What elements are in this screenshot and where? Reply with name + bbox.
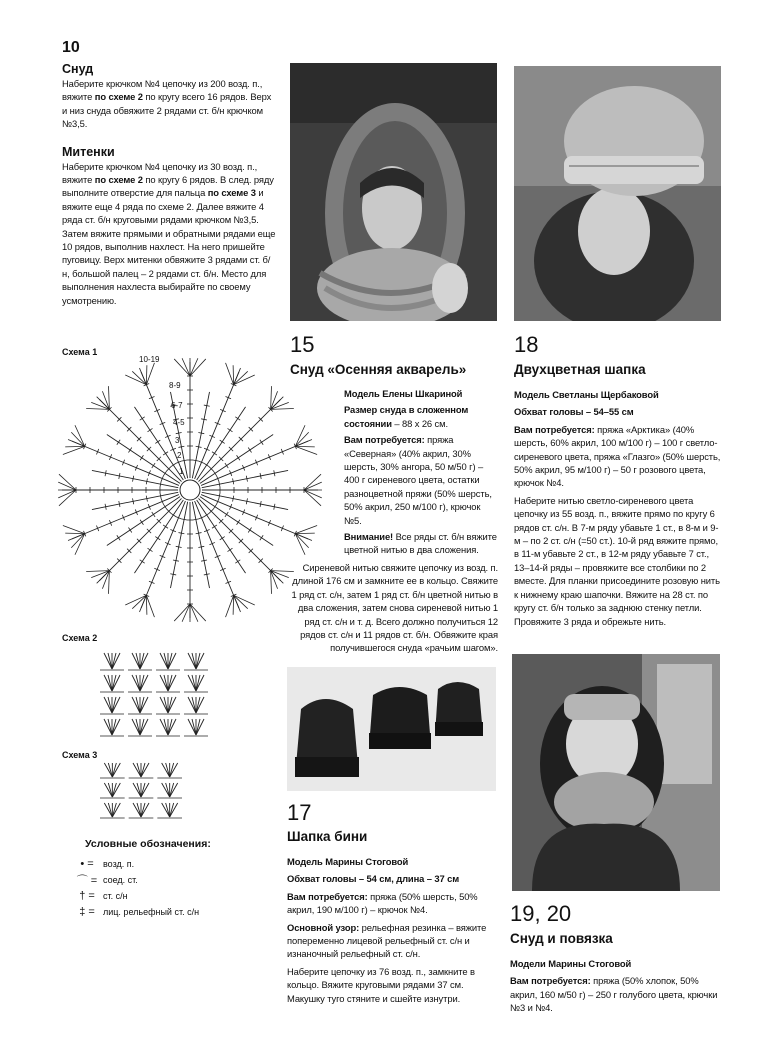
s1920-need-text: пряжа (50% хлопок, 50% акрил, 160 м/50 г) – 250 г голубого цвета, крючки №3 и №4. [510, 975, 718, 1014]
scheme2-fan [188, 675, 196, 691]
photo-18-image [514, 66, 721, 321]
snood-text-segment: по схеме 2 [94, 91, 143, 103]
scheme2-fan [140, 719, 148, 735]
scheme2-fan [160, 719, 168, 735]
scheme2-fan [168, 653, 176, 669]
scheme1-fan [132, 595, 146, 608]
s15-need-text: пряжа «Северная» (40% акрил, 30% шерсть, 30% ангора, 50 м/50 г) – 400 г сиреневого цвета, остатки разноцветной пряжи (50% шерсть, 50% акрил, 250 м/100 г), крючок №5. [344, 434, 492, 526]
scheme2-fan [164, 697, 168, 713]
scheme3-fan [141, 803, 145, 817]
s15-details [344, 387, 499, 557]
scheme1-row-label: 3 [175, 436, 180, 445]
scheme2-fan [196, 697, 204, 713]
scheme1-fan [295, 534, 308, 548]
s17-need-text: пряжа (50% шерсть, 50% акрил, 190 м/100 г) – крючок №4. [287, 890, 478, 916]
scheme3-fan [133, 763, 141, 777]
scheme1-tick [140, 560, 145, 563]
scheme2-fan [104, 675, 112, 691]
scheme1-fan [295, 533, 314, 534]
mitts-text [62, 160, 276, 307]
scheme1-tick [204, 513, 209, 516]
scheme1-tick [248, 448, 251, 453]
scheme2-fan [132, 719, 140, 735]
scheme1-fan [271, 571, 289, 578]
scheme1-tick [213, 471, 216, 476]
legend-title: Условные обозначения: [85, 838, 211, 850]
scheme3-fan [141, 763, 149, 777]
scheme1-row-label: 10-19 [139, 355, 160, 364]
s18-need-label: Вам потребуется: [514, 423, 595, 435]
scheme2-fan [132, 675, 140, 691]
scheme1-fan [146, 595, 154, 617]
scheme3-label: Схема 3 [62, 750, 98, 760]
left-column [62, 62, 276, 307]
scheme1-row-label: 1 [179, 467, 184, 476]
scheme1-fan [304, 482, 322, 490]
scheme1-fan [271, 571, 272, 594]
scheme3-fan [104, 763, 112, 777]
scheme1-row-label: 4-5 [173, 418, 185, 427]
scheme2-fan [140, 675, 148, 691]
scheme2-fan [168, 719, 176, 735]
scheme3-fan [162, 783, 170, 797]
scheme2-fan [196, 675, 204, 691]
legend [75, 838, 275, 920]
scheme1-fan [174, 359, 190, 376]
scheme1-fan [97, 571, 110, 584]
scheme3-fan [170, 803, 178, 817]
scheme3-fan [141, 783, 149, 797]
scheme1-tick [225, 512, 228, 517]
scheme1-row-label: 8-9 [169, 381, 181, 390]
scheme2-fan [108, 653, 112, 669]
scheme2-fan [104, 653, 112, 669]
scheme2-fan [168, 697, 172, 713]
scheme1-tick [163, 504, 166, 509]
scheme1-fan [295, 446, 317, 454]
scheme1-fan [233, 595, 234, 614]
legend-item [75, 888, 275, 904]
scheme1-fan [58, 490, 76, 498]
scheme1-tick [148, 428, 153, 431]
scheme1-fan [190, 359, 206, 376]
legend-item [75, 856, 275, 872]
scheme1-fan [63, 446, 85, 454]
legend-text: ст. с/н [103, 891, 128, 901]
photo-15-snood [290, 63, 497, 321]
scheme3-fan [112, 763, 116, 777]
scheme1-tick [140, 520, 143, 525]
scheme2-fan [192, 653, 196, 669]
scheme1-tick [220, 440, 225, 443]
scheme2-fan [140, 697, 148, 713]
scheme1-tick [220, 537, 225, 540]
scheme1-tick [128, 448, 131, 453]
scheme2-fan [140, 719, 144, 735]
scheme1-tick [225, 463, 228, 468]
scheme2-fan [136, 675, 140, 691]
s17-need-label: Вам потребуется: [287, 890, 368, 902]
scheme1-fan [65, 446, 84, 447]
scheme2-fan [136, 697, 140, 713]
snood-text-segment: по кругу всего 16 рядов. Верх и низ снуда обвяжите 2 рядами ст. б/н крючком №3,5. [62, 91, 272, 130]
scheme1-fan [63, 526, 85, 534]
scheme2-fan [112, 675, 116, 691]
scheme2-label: Схема 2 [62, 633, 98, 643]
scheme2-fan [188, 719, 196, 735]
scheme1-tick [228, 548, 233, 551]
scheme1-tick [163, 452, 168, 455]
scheme1-fan [86, 409, 109, 410]
s18-need-text: пряжа «Арктика» (40% шерсть, 60% акрил, 100 м/100 г) – 100 г светло-сиреневого цвета, пряжа «Глазго» (50% шерсть, 50% акрил, 95 м/100 г) – 50 г розового цвета, крючок №4. [514, 423, 721, 489]
scheme2-fan [132, 653, 140, 669]
scheme1-fan [65, 533, 84, 534]
scheme1-tick [235, 417, 240, 420]
scheme1-tick [163, 525, 168, 528]
scheme2-fan [168, 675, 176, 691]
scheme3-fan [162, 803, 170, 817]
scheme2-fan [168, 675, 172, 691]
s17-model: Модель Марины Стоговой [287, 856, 409, 867]
scheme1-tick [140, 455, 143, 460]
scheme1-tick [212, 452, 217, 455]
mitts-text-segment: и вяжите еще 4 ряда по схеме 2. Далее вяжите 4 ряда ст. б/н круговыми рядами крючком №3,5. Затем вяжите прямыми и обратными рядами еще 10 рядов, выполнив нахлест. На него пришейте пуговицу. Верх митенки обвяжите 3 рядами ст. б/н, большой палец – 2 рядами ст. б/н. Место для выполнения нахлеста выбирайте по своему усмотрению. [62, 187, 276, 306]
scheme1-row-label: 2 [177, 451, 182, 460]
scheme2-fan [132, 697, 140, 713]
scheme2-fan [104, 697, 112, 713]
s1920-number: 19, 20 [510, 901, 572, 926]
photo-18-hat [514, 66, 721, 321]
scheme1-fan [234, 595, 248, 608]
scheme1-fan [304, 490, 322, 498]
scheme1-tick [237, 520, 240, 525]
scheme2-fan [168, 653, 172, 669]
scheme1-fan [58, 482, 76, 490]
snood-title: Снуд [62, 62, 94, 76]
s17-title: Шапка бини [287, 829, 368, 844]
mitts-text-segment: по схеме 2 [94, 174, 143, 186]
scheme1-fan [182, 358, 190, 376]
scheme1-row-label: 6-7 [171, 401, 183, 410]
scheme3-fan [133, 803, 141, 817]
scheme1-tick [163, 471, 166, 476]
scheme3-fan [141, 783, 145, 797]
scheme2-fan [140, 675, 144, 691]
s1920-details [510, 957, 720, 1015]
legend-text: лиц. рельефный ст. с/н [103, 907, 200, 917]
scheme2-fan [196, 719, 204, 735]
scheme3-fan [162, 763, 170, 777]
scheme1-tick [148, 548, 153, 551]
scheme1-tick [260, 535, 263, 540]
scheme3-fan [137, 803, 141, 817]
scheme2-fan [112, 697, 120, 713]
scheme3-fan [112, 783, 116, 797]
scheme2-fan [164, 675, 168, 691]
mitts-text-segment: Наберите крючком №4 цепочку из 30 возд. п., вяжите [62, 160, 258, 186]
scheme3-fan [112, 783, 120, 797]
scheme1-fan [146, 365, 147, 384]
mitts-title: Митенки [62, 144, 115, 159]
scheme1-fan [86, 571, 109, 572]
s18-girth: Обхват головы – 54–55 см [514, 406, 634, 418]
photo-19-20-snood-headband [512, 654, 720, 891]
s17-pattern-label: Основной узор: [287, 921, 360, 933]
scheme1-fan [59, 490, 76, 506]
scheme1-fan [71, 432, 84, 446]
scheme2-fan [112, 653, 116, 669]
scheme1-fan [174, 604, 190, 621]
scheme1-fan [271, 402, 289, 409]
scheme3-fan [137, 763, 141, 777]
scheme1-tick [235, 560, 240, 563]
scheme3-fan [170, 803, 174, 817]
scheme1-tick [117, 440, 120, 445]
scheme1-fan [190, 604, 206, 621]
scheme1-fan [304, 490, 321, 506]
photo-17-hats [287, 667, 496, 791]
scheme1-tick [152, 512, 155, 517]
scheme1-fan [132, 371, 146, 384]
scheme1-fan [271, 571, 284, 584]
mitts-text-segment: по кругу 6 рядов. В след. ряду выполните отверстие для пальца [62, 174, 274, 199]
scheme1-fan [190, 604, 198, 622]
scheme3-fan [166, 803, 170, 817]
s15-size-value: – 88 х 26 см. [391, 417, 448, 429]
scheme1-fan [97, 397, 110, 410]
scheme2-fan [168, 697, 176, 713]
scheme2-fan [188, 697, 196, 713]
scheme2-fan [108, 697, 112, 713]
scheme1-tick [171, 513, 176, 516]
scheme3-fan [166, 763, 170, 777]
scheme3-fan [108, 763, 112, 777]
scheme2-fan [164, 653, 168, 669]
scheme1-fan [271, 571, 278, 589]
scheme2-fan [192, 697, 196, 713]
scheme3-fan [112, 803, 116, 817]
legend-rows [75, 856, 275, 920]
photo-15-image [290, 63, 497, 321]
s15-size-label: Размер снуда в сложенном состоянии [344, 404, 469, 429]
s15-need-label: Вам потребуется: [344, 434, 425, 446]
scheme1-tick [228, 428, 233, 431]
legend-symbol: † = [79, 890, 95, 902]
scheme1-fan [226, 595, 234, 617]
scheme2-fan [140, 653, 144, 669]
scheme1-tick [155, 537, 160, 540]
scheme1-tick [260, 440, 263, 445]
scheme1-fan [102, 571, 109, 589]
scheme2-fan [164, 719, 168, 735]
legend-symbol: • = [80, 858, 94, 870]
snood-text-segment: Наберите крючком №4 цепочку из 200 возд. п., вяжите [62, 78, 263, 103]
scheme1-fan [234, 371, 248, 384]
scheme1-fan [91, 571, 109, 578]
scheme1-fan [295, 526, 317, 534]
scheme3-fan [170, 763, 178, 777]
s17-pattern-text: рельефная резинка – вяжите попеременно лицевой рельефный ст. с/н и изнаночный рельефный ст. с/н. [287, 921, 487, 960]
scheme1-fan [271, 386, 272, 409]
scheme2-fan [140, 653, 148, 669]
legend-item [75, 904, 275, 920]
scheme1-fan [271, 397, 284, 410]
scheme3-fan [137, 783, 141, 797]
s15-attention-label: Внимание! [344, 531, 394, 543]
scheme3-fan [170, 783, 178, 797]
scheme1-fan [295, 432, 308, 446]
scheme3-fan [133, 783, 141, 797]
photo-17-image [287, 667, 496, 791]
scheme2-fan [160, 653, 168, 669]
scheme3-fan [104, 783, 112, 797]
scheme1-center-ring [180, 480, 200, 500]
scheme2-fan [196, 653, 200, 669]
s18-number: 18 [514, 332, 539, 357]
legend-text: соед. ст. [103, 875, 138, 885]
scheme3-diagram [98, 760, 188, 822]
scheme1-fan [146, 363, 154, 385]
scheme1-fan [102, 391, 109, 409]
scheme1-fan [304, 474, 321, 490]
scheme2-fan [108, 675, 112, 691]
s15-number: 15 [290, 332, 315, 357]
scheme1-fan [91, 402, 109, 409]
legend-symbol: ‡ = [79, 906, 95, 918]
scheme1-fan [233, 365, 234, 384]
scheme1-fan [59, 474, 76, 490]
scheme2-fan [112, 719, 120, 735]
scheme1-tick [212, 525, 217, 528]
scheme1-tick [171, 463, 176, 466]
scheme1-fan [109, 571, 110, 594]
scheme2-fan [104, 719, 112, 735]
scheme1-fan [226, 363, 234, 385]
scheme1-fan [71, 534, 84, 548]
scheme3-fan [170, 763, 174, 777]
scheme1-tick [237, 455, 240, 460]
scheme2-fan [112, 675, 120, 691]
scheme3-fan [166, 783, 170, 797]
scheme1-tick [204, 463, 209, 466]
s18-title: Двухцветная шапка [514, 362, 646, 377]
s17-body: Наберите цепочку из 76 возд. п., замкните в кольцо. Вяжите круговыми рядами 37 см. Макушку туго стяните и сшейте изнутри. [287, 965, 475, 1004]
scheme3-fan [112, 803, 120, 817]
scheme1-fan [109, 386, 110, 409]
scheme1-tick [117, 535, 120, 540]
legend-text: возд. п. [103, 859, 135, 869]
scheme2-fan [196, 653, 204, 669]
scheme3-fan [112, 763, 120, 777]
legend-symbol: ⌒ = [76, 875, 98, 887]
scheme2-fan [112, 653, 120, 669]
scheme1-fan [190, 358, 198, 376]
scheme1-label: Схема 1 [62, 347, 98, 357]
scheme1-fan [182, 604, 190, 622]
photo-19-20-image [512, 654, 720, 891]
scheme2-fan [192, 719, 196, 735]
scheme1-tick [152, 463, 155, 468]
scheme1-tick [155, 440, 160, 443]
scheme2-fan [160, 675, 168, 691]
scheme1-fan [146, 595, 147, 614]
scheme2-fan [136, 653, 140, 669]
scheme1-fan [271, 391, 278, 409]
s1920-model: Модели Марины Стоговой [510, 958, 632, 969]
scheme2-fan [140, 697, 144, 713]
scheme1-fan [295, 446, 314, 447]
scheme3-fan [141, 763, 145, 777]
s18-details [514, 388, 722, 628]
mitts-text-segment: по схеме 3 [207, 187, 256, 199]
scheme2-fan [112, 719, 116, 735]
scheme1-tick [248, 528, 251, 533]
scheme3-fan [170, 783, 174, 797]
scheme2-fan [160, 697, 168, 713]
scheme2-fan [168, 719, 172, 735]
scheme2-fan [192, 675, 196, 691]
scheme3-fan [108, 783, 112, 797]
scheme2-fan [188, 653, 196, 669]
scheme3-fan [104, 803, 112, 817]
s15-attention-text: Все ряды ст. б/н вяжите цветной нитью в два сложения. [344, 531, 497, 556]
scheme3-fan [141, 803, 149, 817]
scheme3-fan [108, 803, 112, 817]
scheme1-fan [271, 409, 294, 410]
scheme1-tick [213, 504, 216, 509]
scheme2-fan [196, 719, 200, 735]
scheme2-fan [196, 675, 200, 691]
scheme2-fan [136, 719, 140, 735]
s17-number: 17 [287, 800, 312, 825]
s1920-need-label: Вам потребуется: [510, 975, 591, 987]
page-number: 10 [62, 39, 80, 56]
scheme1-tick [128, 528, 131, 533]
scheme2-fan [196, 697, 200, 713]
legend-item [75, 872, 275, 888]
s15-title: Снуд «Осенняя акварель» [290, 362, 467, 377]
s1920-title: Снуд и повязка [510, 931, 613, 946]
scheme1-tick [140, 417, 145, 420]
s18-model: Модель Светланы Щербаковой [514, 389, 659, 400]
s15-model: Модель Елены Шкариной [344, 388, 463, 399]
s15-body: Сиреневой нитью свяжите цепочку из возд. п. длиной 176 см и замкните ее в кольцо. Свяжите 1 ряд ст. с/н, затем 1 ряд ст. б/н цветной нитью в два сложения, затем снова сиреневой нитью 1 ряд ст. с/н и т. д. Всего должно получиться 12 рядов ст. с/н и 11 рядов ст. б/н. Обвяжите края получившегося снуда «рачьим шагом». [291, 562, 498, 654]
s17-details [287, 855, 495, 1005]
scheme2-fan [112, 697, 116, 713]
snood-text [62, 77, 276, 131]
s17-girth: Обхват головы – 54 см, длина – 37 см [287, 873, 460, 885]
scheme2-diagram [98, 650, 213, 740]
s18-body: Наберите нитью светло-сиреневого цвета цепочку из 55 возд. п., вяжите прямо по кругу 6 рядов ст. с/н. В 7-м ряду убавьте 1 ст., в 8-м и 9-м – по 2 ст. с/н (=50 ст.). 10-й ряд вяжите прямо, в 11-м убавьте 2 ст., в 12-м ряду убавьте 7 ст., 13–14-й ряды – провяжите все столбики по 2 вместе. Для планки присоедините розовую нить к нижнему краю шапочки. Вяжите на 28 ст. по кругу ст. б/н только за заднюю стенку петли. Провяжите 3 ряда и обрежьте нить. [514, 494, 720, 627]
scheme2-fan [108, 719, 112, 735]
